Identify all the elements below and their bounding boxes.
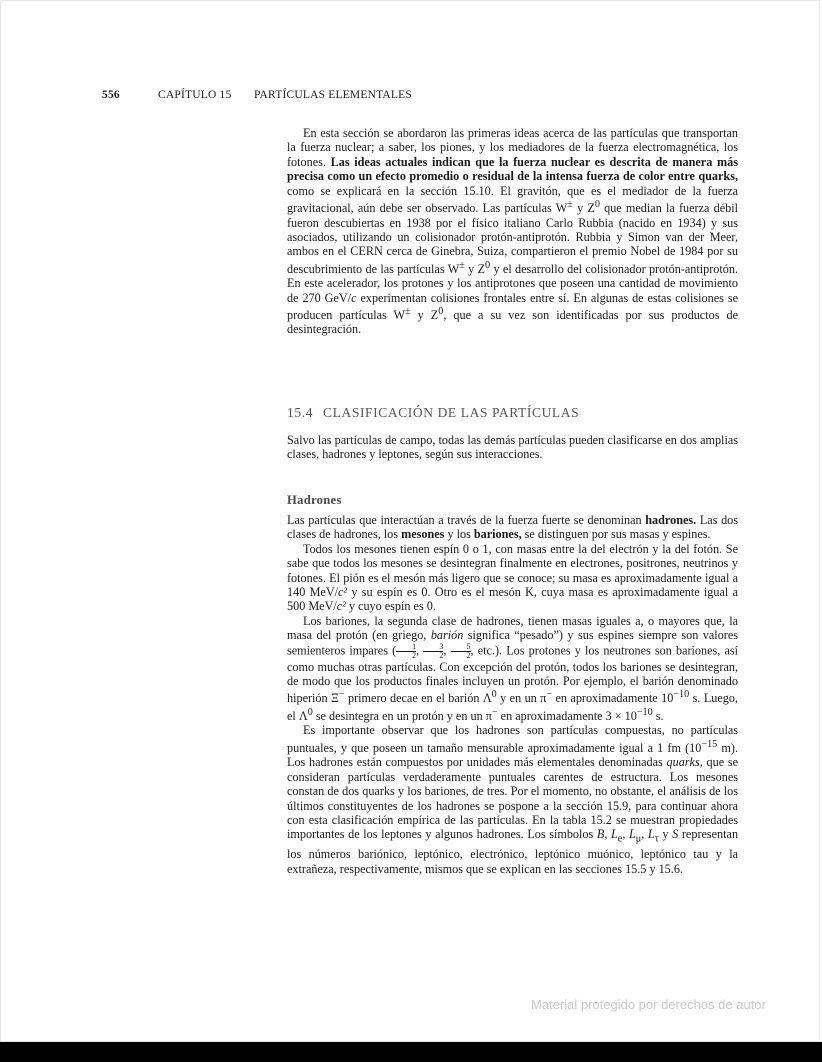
text: representan los números bariónico, leptónico, electrónico, leptónico muónico, leptónico tau y la extrañeza, respectivamente, mismos que se explican en las secciones 15.5 y 15.6. xyxy=(287,827,739,876)
text: significa “pesado”) y sus espines siempre son valores semienteros impares ( xyxy=(287,628,738,657)
term-hadrones: hadrones. xyxy=(645,513,697,527)
superscript: 0 xyxy=(438,306,444,317)
text: Las dos clases de hadrones, los xyxy=(287,513,738,542)
text: , etc.). Los protones y los neutrones son bariones, así como muchas otras partículas. Con excepción del protón, todos los bariones se desintegran, de modo que los productos finales incluyen un protón. Por ejemplo, el barión denominado hiperión Ξ xyxy=(287,642,739,706)
text: se desintegra en un protón y en un π xyxy=(312,709,492,723)
superscript: 0 xyxy=(594,199,600,211)
subscript: τ xyxy=(654,833,659,845)
classification-text: Salvo las partículas de campo, todas las demás partículas pueden clasificarse en dos amplias clases, hadrones y leptones, según sus interacciones. xyxy=(287,433,738,462)
running-head xyxy=(102,89,412,101)
symbol: S xyxy=(672,827,679,842)
bottom-bar xyxy=(0,1042,822,1062)
intro-text: y Z xyxy=(572,201,595,216)
intro-text: y Z xyxy=(410,308,439,323)
superscript: 0 xyxy=(491,689,497,701)
superscript: ± xyxy=(567,199,573,211)
superscript: −10 xyxy=(673,689,690,701)
classification-paragraph xyxy=(287,433,738,462)
section-number: 15.4 xyxy=(287,405,314,420)
intro-text: y Z xyxy=(464,261,486,276)
intro-text: y el desarrollo del colisionador protón-antiprotón. En este acelerador, los protones y los antiprotones que poseen una cantidad de movimiento de 270 GeV/ xyxy=(287,261,738,305)
text: s. Luego, el Λ xyxy=(287,691,738,723)
page-number: 556 xyxy=(102,89,120,101)
intro-text: experimentan colisiones frontales entre sí. En algunas de estas colisiones se producen partículas W xyxy=(287,290,738,323)
text: m). Los hadrones están compuestos por unidades más elementales denominadas xyxy=(287,740,738,770)
text: Las partículas que interactúan a través de la fuerza fuerte se denominan xyxy=(287,513,646,527)
term-mesones: mesones xyxy=(401,527,445,542)
symbol: B xyxy=(596,827,605,842)
fraction: $\frac{5}{2}$ xyxy=(451,643,471,660)
italic-term: barión xyxy=(430,628,464,643)
hadrons-text-block xyxy=(287,513,738,876)
symbol: L xyxy=(647,827,655,842)
section-heading xyxy=(287,405,579,421)
hadrons-paragraph-4: Es importante observar que los hadrones son partículas compuestas, no partículas puntuales, y que poseen un tamaño mensurable aproximadamente igual a 1 fm ($10^{-15}$ m). Los hadrones están compuestos por unidades más elementales denominadas quarks, que se consideran partículas verdaderamente puntuales carentes de estructura. Los mesones constan de dos quarks y los bariones, de tres. Por el momento, no obstante, el análisis de los últimos constituyentes de los hadrones se pospone a la sección 15.9, para continuar ahora con esta clasificación empírica de las partículas. En la tabla 15.2 se muestran propiedades importantes de los leptones y algunos hadrones. Los símbolos B, $L_e$, $L_\mu$, $L_\tau$ y S representan los números bariónico, leptónico, electrónico, leptónico muónico, leptónico tau y la extrañeza, respectivamente, mismos que se explican en las secciones 15.5 y 15.6. xyxy=(287,723,739,876)
text: en aproximadamente 3 × 10 xyxy=(497,709,637,723)
italic-term: quarks, xyxy=(666,755,703,770)
superscript: 0 xyxy=(307,706,313,718)
fraction: $\frac{3}{2}$ xyxy=(423,643,443,660)
superscript: ± xyxy=(459,259,465,271)
text: y cuyo espín es 0. xyxy=(345,599,436,614)
fraction: $\frac{1}{2}$ xyxy=(396,643,416,660)
superscript: −10 xyxy=(636,706,653,718)
intro-bold-statement: Las ideas actuales indican que la fuerza nuclear es descrita de manera más precisa como un efecto promedio o residual de la intensa fuerza de color entre quarks, xyxy=(287,154,738,184)
text: que se consideran partículas verdaderamente puntuales carentes de estructura. Los mesones constan de dos quarks y los bariones, de tres. Por el momento, no obstante, el análisis de los últimos constituyentes de los hadrones se pospone a la sección 15.9, para continuar ahora con esta clasificación empírica de las partículas. En la tabla 15.2 se muestran propiedades importantes de los leptones y algunos hadrones. Los símbolos xyxy=(287,755,738,842)
text: se distinguen por sus masas y espines. xyxy=(521,527,711,542)
superscript: − xyxy=(546,689,553,701)
italic-symbol: c² xyxy=(338,585,348,600)
intro-text: como se explicará en la sección 15.10. El gravitón, que es el mediador de la fuerza gravitacional, aún debe ser observado. Las partículas W xyxy=(287,183,738,216)
superscript: −15 xyxy=(701,738,718,750)
superscript: − xyxy=(338,689,345,701)
text: Todos los mesones tienen espín 0 o 1, con masas entre la del electrón y la del fotón. Se sabe que todos los mesones se desintegran finalmente en electrones, positrones, neutrinos y fotones. El pión es el mesón más ligero que se conoce; su masa es aproximadamente igual a 140 MeV/ xyxy=(287,541,738,600)
italic-symbol: c² xyxy=(336,599,346,614)
copyright-watermark: Material protegido por derechos de autor xyxy=(531,997,766,1012)
superscript: 0 xyxy=(485,259,491,271)
section-title: CLASIFICACIÓN DE LAS PARTÍCULAS xyxy=(323,405,580,420)
intro-text: que median la fuerza débil fueron descubiertas en 1938 por el físico italiano Carlo Rubbia (nacido en 1934) y sus asociados, utilizando un colisionador protón-antiprotón. Rubbia y Simon van der Meer, ambos en el CERN cerca de Ginebra, Suiza, compartieron el premio Nobel de 1984 por su descubrimiento de las partículas W xyxy=(287,201,738,276)
subsection-heading-hadrons: Hadrones xyxy=(287,493,342,507)
intro-text: En esta sección se abordaron las primeras ideas acerca de las partículas que transportan la fuerza nuclear; a saber, los piones, y los mediadores de la fuerza electromagnética, los fotones. xyxy=(287,126,738,169)
text: y los xyxy=(444,527,474,542)
chapter-title: PARTÍCULAS ELEMENTALES xyxy=(254,89,412,101)
text: y su espín es 0. Otro es el mesón K, cuya masa es aproximadamente igual a 500 MeV/ xyxy=(287,585,738,614)
subscript: μ xyxy=(635,833,642,845)
subscript: e xyxy=(617,833,623,845)
intro-paragraph xyxy=(287,126,738,337)
hadrons-paragraph-3: Los bariones, la segunda clase de hadrones, tienen masas iguales a, o mayores que, la masa del protón (en griego, barión significa “pesado”) y sus espines siempre son valores semienteros impares ( $\frac{1}{2}$ , $\frac{3}{2}$ , $\frac{5}{2}$ , etc.). Los protones y los neutrones son bariones, así como muchas otras partículas. Con excepción del protón, todos los bariones se desintegran, de modo que los productos finales incluyen un protón. Por ejemplo, el barión denominado hiperión Ξ− primero decae en el barión $\Lambda^0$ y en un π− en aproximadamente $10^{-10}$ s. Luego, el $\Lambda^0$ se desintegra en un protón y en un π− en aproximadamente $3 \times 10^{-10}$ s. xyxy=(287,613,739,723)
text: Es importante observar que los hadrones son partículas compuestas, no partículas puntuales, y que poseen un tamaño mensurable aproximadamente igual a 1 fm (10 xyxy=(287,723,738,755)
symbol: L xyxy=(611,827,618,842)
italic-symbol: c xyxy=(351,290,357,305)
chapter-label: CAPÍTULO 15 xyxy=(158,89,232,101)
text: primero decae en el barión Λ xyxy=(344,691,492,706)
term-bariones: bariones, xyxy=(473,527,522,542)
hadrons-paragraph-2 xyxy=(287,542,738,614)
hadrons-paragraph-1 xyxy=(287,513,738,542)
superscript: ± xyxy=(405,306,411,317)
text: en aproximadamente 10 xyxy=(552,691,674,706)
superscript: − xyxy=(491,706,498,718)
text: y en un π xyxy=(496,691,547,706)
symbol: L xyxy=(629,827,636,842)
intro-text: , que a su vez son identificadas por sus productos de desintegración. xyxy=(287,308,738,337)
text: Los bariones, la segunda clase de hadrones, tienen masas iguales a, o mayores que, la masa del protón (en griego, xyxy=(287,613,738,643)
text: s. xyxy=(652,709,664,723)
